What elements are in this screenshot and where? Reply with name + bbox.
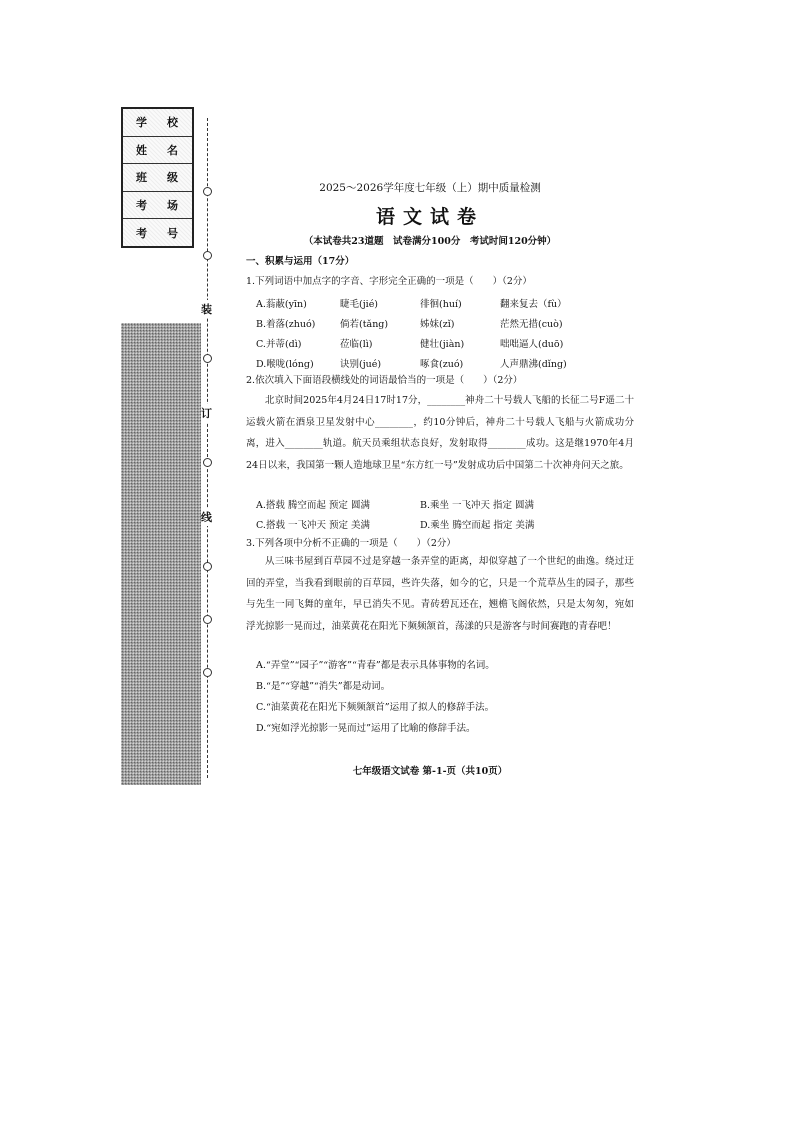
question-1-stem: 1.下列词语中加点字的字音、字形完全正确的一项是（ ）（2分） (246, 276, 532, 287)
question-3-passage: 从三味书屋到百草园不过是穿越一条弄堂的距离，却似穿越了一个世纪的曲逸。绕过迂回的弄堂，当我看到眼前的百草园，些许失落，如今的它，只是一个荒草丛生的园子，那些与先生一同飞舞的童年，早已消失不见。青砖碧瓦还在，翘檐飞阁依然，只是太匆匆，宛如浮光掠影一晃而过，油菜黄花在阳光下频频颔首，荡漾的只是游客与时间赛跑的青春吧！ (246, 556, 634, 632)
student-info-table (121, 107, 194, 248)
info-row-class[interactable] (123, 164, 192, 192)
binding-hole-icon (203, 251, 212, 260)
info-label-char: 校 (167, 116, 178, 130)
exam-title: 2025～2026学年度七年级（上）期中质量检测 (319, 182, 541, 194)
q1-option-word: 莅临(lì) (340, 339, 373, 350)
binding-line (207, 118, 208, 778)
question-2-passage: 北京时间2025年4月24日17时17分，________神舟二十号载人飞船的长征二号F遥二十运载火箭在酒泉卫星发射中心________，约10分钟后，神舟二十号载人飞船与火箭成功分离，进入________轨道。航天员乘组状态良好，发射取得________成功。这是继1970年4月24日以来，我国第一颗人造地球卫星“东方红一号”发射成功后中国第二十次神舟问天之旅。 (246, 395, 634, 471)
q1-option-word: 倘若(tǎng) (340, 319, 389, 330)
q2-option: D.乘坐 腾空而起 指定 美满 (420, 520, 535, 531)
q1-option-word: 翻来复去（fù） (500, 299, 567, 310)
binding-char: 线 (201, 508, 212, 526)
q2-option: C.搭载 一飞冲天 预定 美满 (256, 520, 371, 531)
q1-option-word: 姊妹(zǐ) (420, 319, 455, 330)
q1-option-word: B.着落(zhuó) (256, 319, 316, 330)
binding-char: 装 (201, 300, 212, 318)
q1-option-word: 徘徊(huí) (420, 299, 462, 310)
binding-hole-icon (203, 562, 212, 571)
binding-hole-icon (203, 458, 212, 467)
q2-option: A.搭载 腾空而起 预定 圆满 (256, 500, 370, 511)
q1-option-word: 咄咄逼人(duō) (500, 339, 564, 350)
q3-option[interactable]: B.“是”“穿越”“消失”都是动词。 (256, 681, 391, 692)
binding-hole-icon (203, 187, 212, 196)
binding-hole-icon (203, 615, 212, 624)
q1-option-word: D.喉咙(lóng) (256, 359, 314, 370)
q1-option-word: 啄食(zuó) (420, 359, 464, 370)
exam-note: （本试卷共23道题 试卷满分100分 考试时间120分钟） (303, 236, 557, 247)
question-3-stem: 3.下列各项中分析不正确的一项是（ ）（2分） (246, 538, 456, 549)
info-label-char: 考 (136, 226, 147, 240)
q1-option-word: 睫毛(jié) (340, 299, 379, 310)
question-2-stem: 2.依次填入下面语段横线处的词语最恰当的一项是（ ）（2分） (246, 375, 523, 386)
scan-shading (121, 323, 201, 785)
q3-option[interactable]: C.“油菜黄花在阳光下频频颔首”运用了拟人的修辞手法。 (256, 702, 495, 713)
info-row-exam-room[interactable] (123, 192, 192, 220)
q1-option-word: 人声鼎沸(dǐng) (500, 359, 567, 370)
info-label-char: 号 (167, 226, 178, 240)
q3-option[interactable]: D.“宛如浮光掠影一晃而过”运用了比喻的修辞手法。 (256, 723, 476, 734)
info-label-char: 级 (167, 171, 178, 185)
info-row-school[interactable] (123, 109, 192, 137)
info-label-char: 名 (167, 143, 178, 157)
info-label-char: 班 (136, 171, 147, 185)
q1-option-word: A.蓊蔽(yīn) (256, 299, 307, 310)
subject-title: 语文试卷 (375, 206, 484, 228)
page-footer: 七年级语文试卷 第-1-页（共10页） (352, 766, 508, 777)
binding-char: 订 (201, 404, 212, 422)
q1-option-word: C.并蒂(dì) (256, 339, 302, 350)
info-row-exam-number[interactable] (123, 219, 192, 246)
q1-option-word: 诀别(jué) (340, 359, 382, 370)
info-label-char: 姓 (136, 143, 147, 157)
q1-option-word: 茫然无措(cuò) (500, 319, 563, 330)
info-label-char: 场 (167, 199, 178, 213)
section-heading: 一、积累与运用（17分） (246, 256, 355, 267)
q2-option: B.乘坐 一飞冲天 指定 圆满 (420, 500, 535, 511)
binding-hole-icon (203, 668, 212, 677)
info-label-char: 学 (136, 116, 147, 130)
q3-option[interactable]: A.“弄堂”“园子”“游客”“青春”都是表示具体事物的名词。 (256, 660, 495, 671)
q1-option-word: 健壮(jiàn) (420, 339, 465, 350)
info-label-char: 考 (136, 199, 147, 213)
info-row-name[interactable] (123, 137, 192, 165)
binding-hole-icon (203, 354, 212, 363)
